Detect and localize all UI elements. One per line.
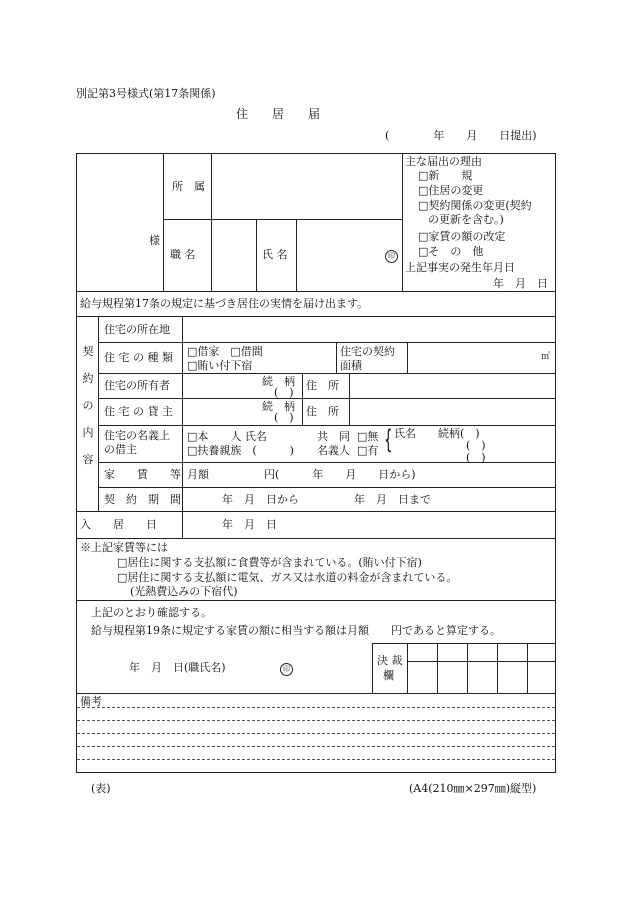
note-utilities[interactable]: □居住に関する支払額に電気、ガス又は水道の料金が含まれている。 bbox=[117, 571, 458, 584]
move-in-label: 入 居 日 bbox=[80, 518, 157, 531]
seal-mark-name: 印 bbox=[385, 248, 398, 263]
lender-zokugara-field[interactable]: ( ) bbox=[274, 411, 294, 424]
lender-zokugara-label: 続 柄 bbox=[262, 400, 295, 413]
confirm-line-1: 上記のとおり確認する。 bbox=[91, 606, 212, 619]
reason-other[interactable]: □そ の 他 bbox=[418, 245, 484, 258]
lender-label: 住 宅 の 貸 主 bbox=[104, 405, 173, 418]
joint-paren-3[interactable]: ( ) bbox=[466, 451, 486, 464]
joint-label-2: 名義人 bbox=[317, 444, 350, 457]
nominee-self[interactable]: □本 人 氏名 bbox=[187, 430, 267, 443]
statement: 給与規程第17条の規定に基づき居住の実情を届け出ます。 bbox=[80, 297, 369, 310]
occurrence-date-value[interactable]: 年 月 日 bbox=[493, 277, 548, 290]
submission-date: ( 年 月 日提出) bbox=[385, 129, 537, 142]
form-title: 住 居 届 bbox=[236, 107, 321, 121]
joint-paren-2[interactable]: ( ) bbox=[466, 439, 486, 452]
occurrence-date-label: 上記事実の発生年月日 bbox=[405, 261, 515, 274]
shokumei-field[interactable] bbox=[211, 220, 256, 291]
reason-contract-cont: の更新を含む。) bbox=[428, 213, 504, 226]
brace-mark: { bbox=[384, 425, 393, 455]
shozoku-label: 所 属 bbox=[172, 180, 205, 193]
joint-label-1: 共 同 bbox=[317, 430, 350, 443]
shimei-label: 氏 名 bbox=[262, 248, 288, 261]
reason-new[interactable]: □新 規 bbox=[418, 169, 473, 182]
reason-rent-change[interactable]: □家賃の額の改定 bbox=[418, 230, 506, 243]
reasons-heading: 主な届出の理由 bbox=[405, 155, 482, 168]
note-meals[interactable]: □居住に関する支払額に食費等が含まれている。(賄い付下宿) bbox=[117, 556, 422, 569]
lender-address-label: 住 所 bbox=[306, 405, 339, 418]
kessai-label-2: 欄 bbox=[383, 669, 394, 682]
reason-contract[interactable]: □契約関係の変更(契約 bbox=[418, 199, 532, 212]
remarks-label: 備考 bbox=[80, 695, 102, 708]
owner-zokugara-field[interactable]: ( ) bbox=[274, 386, 294, 399]
note-heading: ※上記家賃等には bbox=[80, 541, 168, 554]
seal-mark-confirm: 印 bbox=[280, 661, 293, 676]
footer-paper-size: (A4(210㎜×297㎜)縦型) bbox=[409, 782, 537, 795]
kessai-label-1: 決 裁 bbox=[377, 654, 403, 667]
owner-label: 住宅の所有者 bbox=[104, 379, 170, 392]
location-field[interactable] bbox=[183, 317, 555, 342]
joint-none[interactable]: □無 bbox=[357, 430, 379, 443]
rent-label: 家 賃 等 bbox=[104, 468, 181, 481]
period-label: 契 約 期 間 bbox=[104, 493, 181, 506]
sama-label: 様 bbox=[149, 234, 160, 247]
confirm-date-name[interactable]: 年 月 日(職氏名) bbox=[129, 661, 226, 674]
rent-value[interactable]: 月額 円( 年 月 日から) bbox=[187, 468, 416, 481]
joint-yes[interactable]: □有 bbox=[357, 444, 379, 457]
nominee-dependent[interactable]: □扶養親族 ( ) bbox=[187, 444, 294, 457]
nominee-label-2: の借主 bbox=[104, 443, 137, 456]
shozoku-field[interactable] bbox=[211, 153, 402, 220]
note-utilities-sub: (光熱費込みの下宿代) bbox=[130, 585, 238, 598]
location-label: 住宅の所在地 bbox=[104, 323, 170, 336]
kind-label: 住 宅 の 種 類 bbox=[104, 351, 173, 364]
area-label-1: 住宅の契約 bbox=[340, 345, 395, 358]
owner-address-label: 住 所 bbox=[306, 379, 339, 392]
area-unit: ㎡ bbox=[541, 352, 551, 362]
reason-move[interactable]: □住居の変更 bbox=[418, 184, 484, 197]
remarks-field[interactable] bbox=[77, 708, 555, 772]
move-in-value[interactable]: 年 月 日 bbox=[222, 518, 277, 531]
contract-side-label: 契 約 の 内 容 bbox=[82, 345, 94, 466]
confirm-line-2: 給与規程第19条に規定する家賃の額に相当する額は月額 円であると算定する。 bbox=[91, 624, 501, 637]
owner-zokugara-label: 続 柄 bbox=[262, 375, 295, 388]
shokumei-label: 職 名 bbox=[170, 248, 196, 261]
footer-side: (表) bbox=[91, 782, 111, 795]
area-label-2: 面積 bbox=[340, 359, 362, 372]
kind-option-boarding[interactable]: □賄い付下宿 bbox=[187, 359, 253, 372]
form-number: 別記第3号様式(第17条関係) bbox=[76, 87, 216, 100]
period-value[interactable]: 年 月 日から 年 月 日まで bbox=[222, 493, 431, 506]
joint-name-zokugara[interactable]: 氏名 続柄( ) bbox=[394, 427, 480, 440]
nominee-label-1: 住宅の名義上 bbox=[104, 429, 170, 442]
kind-option-rent[interactable]: □借家 □借間 bbox=[187, 345, 263, 358]
